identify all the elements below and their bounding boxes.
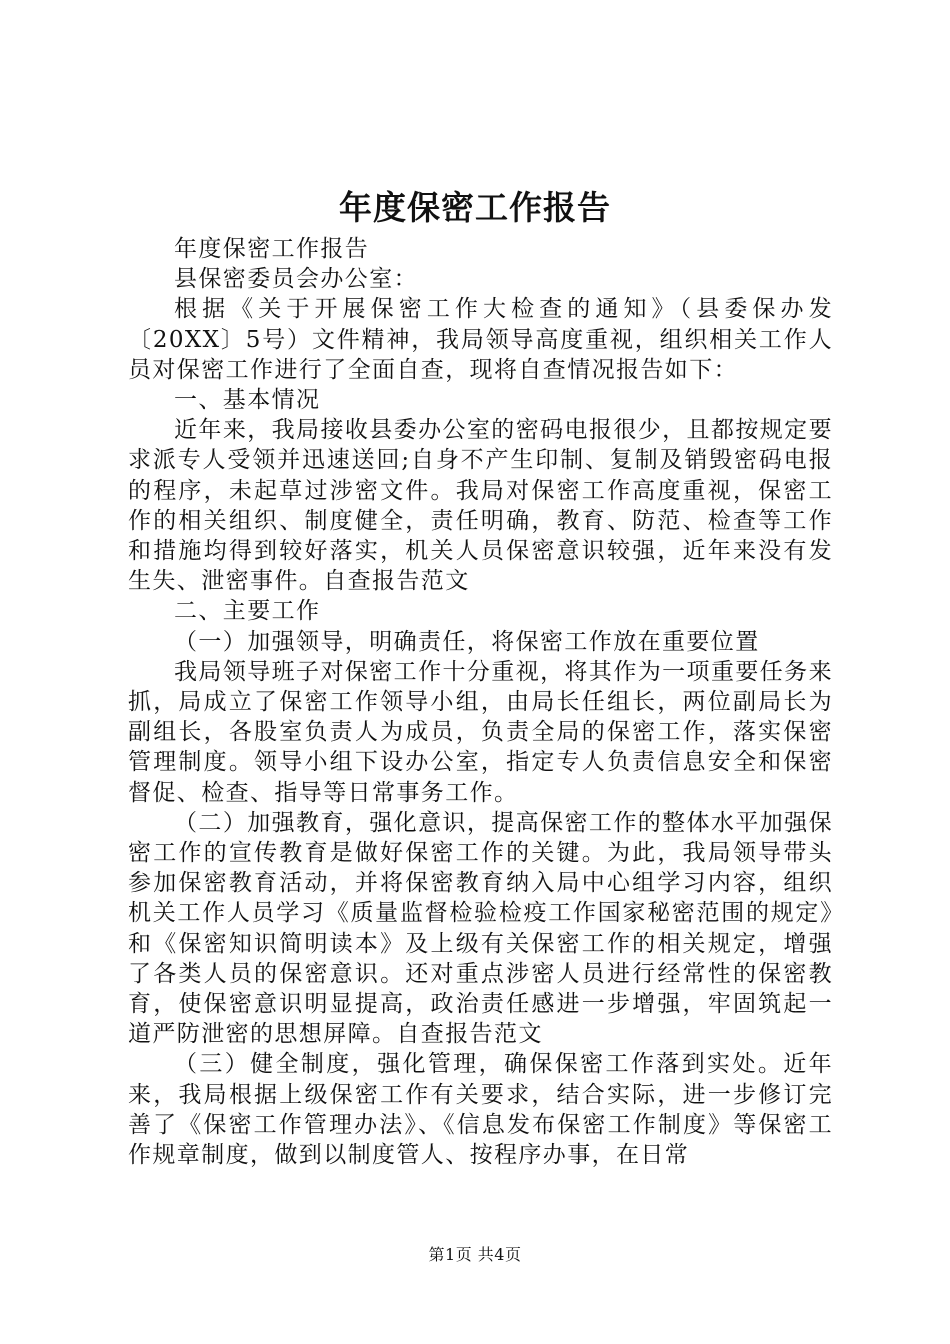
section-heading-main-work: 二、主要工作 [174,598,321,625]
paragraph-addressee: 县保密委员会办公室： [174,266,418,293]
paragraph-leadership: 我局领导班子对保密工作十分重视，将其作为一项重要任务来抓，局成立了保密工作领导小组，由局长任组长，两位副局长为副组长，各股室负责人为成员，负责全局的保密工作，落实保密管理制度。领导小组下设办公室，指定专人负责信息安全和保密督促、检查、指导等日常事务工作。 [128,658,833,806]
paragraph-intro: 根据《关于开展保密工作大检查的通知》（县委保办发〔20XX〕5号）文件精神，我局领导高度重视，组织相关工作人员对保密工作进行了全面自查，现将自查情况报告如下： [128,296,833,383]
document-body [128,234,833,1170]
paragraph-education: （二）加强教育，强化意识，提高保密工作的整体水平加强保密工作的宣传教育是做好保密工作的关键。为此，我局领导带头参加保密教育活动，并将保密教育纳入局中心组学习内容，组织机关工作人员学习《质量监督检验检疫工作国家秘密范围的规定》和《保密知识简明读本》及上级有关保密工作的相关规定，增强了各类人员的保密意识。还对重点涉密人员进行经常性的保密教育，使保密意识明显提高，政治责任感进一步增强，牢固筑起一道严防泄密的思想屏障。自查报告范文 [128,809,833,1048]
subsection-heading-1: （一）加强领导，明确责任，将保密工作放在重要位置 [174,628,760,655]
paragraph-system: （三）健全制度，强化管理，确保保密工作落到实处。近年来，我局根据上级保密工作有关要求，结合实际，进一步修订完善了《保密工作管理办法》、《信息发布保密工作制度》等保密工作规章制度，做到以制度管人、按程序办事，在日常 [128,1051,833,1169]
section-heading-basic: 一、基本情况 [174,387,321,414]
paragraph-basic-situation: 近年来，我局接收县委办公室的密码电报很少，且都按规定要求派专人受领并迅速送回;自身不产生印制、复制及销毁密码电报的程序，未起草过涉密文件。我局对保密工作高度重视，保密工作的相关组织、制度健全，责任明确，教育、防范、检查等工作和措施均得到较好落实，机关人员保密意识较强，近年来没有发生失、泄密事件。自查报告范文 [128,417,833,595]
page-footer: 第1页 共4页 [428,1245,522,1264]
document-title: 年度保密工作报告 [339,188,611,227]
paragraph-heading-repeat: 年度保密工作报告 [174,236,370,262]
